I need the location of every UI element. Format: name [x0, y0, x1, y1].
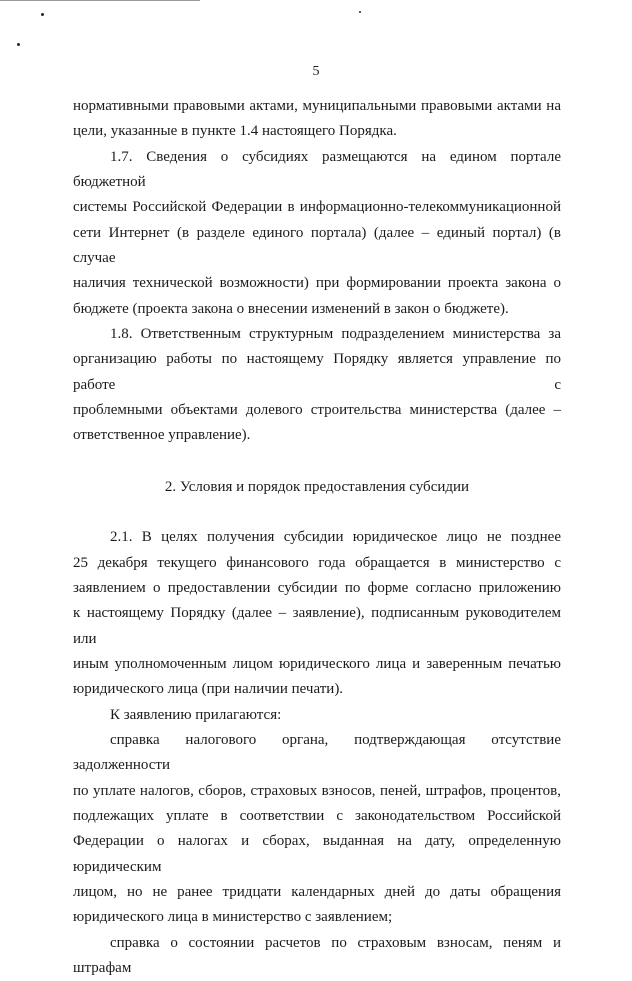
text-line: лицом, но не ранее тридцати календарных дней до даты обращения	[73, 883, 561, 900]
paragraph	[73, 145, 561, 322]
text-line: 25 декабря текущего финансового года обращается в министерство с	[73, 554, 561, 571]
text-line: наличия технической возможности) при формировании проекта закона о	[73, 275, 561, 292]
page-number: 5	[312, 64, 320, 79]
text-line: К заявлению прилагаются:	[110, 706, 282, 723]
paragraph	[73, 525, 561, 702]
text-line: справка налогового органа, подтверждающая отсутствие задолженности	[73, 731, 561, 774]
scan-speck	[359, 11, 361, 13]
text-line: заявлением о предоставлении субсидии по форме согласно приложению	[73, 579, 561, 596]
paragraph	[73, 728, 561, 931]
text-line: к настоящему Порядку (далее – заявление), подписанным руководителем или	[73, 605, 561, 647]
paragraph	[73, 931, 561, 981]
text-line: ответственное управление).	[73, 427, 251, 444]
scan-speck	[41, 13, 44, 16]
paragraph	[73, 322, 561, 449]
text-line: бюджете (проекта закона о внесении изменений в закон о бюджете).	[73, 300, 509, 317]
text-line: нормативными правовыми актами, муниципальными правовыми актами на	[73, 98, 561, 114]
text-line: юридического лица в министерство с заявлением;	[73, 909, 393, 926]
text-line: сети Интернет (в разделе единого портала) (далее – единый портал) (в случае	[73, 224, 561, 267]
paragraph	[73, 94, 561, 145]
text-line: цели, указанные в пункте 1.4 настоящего Порядка.	[73, 123, 397, 140]
text-line: справка о состоянии расчетов по страховым взносам, пеням и штрафам	[73, 934, 561, 976]
scan-speck	[17, 43, 20, 46]
text-line: иным уполномоченным лицом юридического лица и заверенным печатью	[73, 655, 561, 672]
text-line: системы Российской Федерации в информационно-телекоммуникационной	[73, 199, 561, 216]
text-line: юридического лица (при наличии печати).	[73, 681, 344, 698]
document-page	[73, 94, 561, 981]
text-line: организацию работы по настоящему Порядку является управление по работе с	[73, 351, 561, 393]
text-line: подлежащих уплате в соответствии с законодательством Российской	[73, 807, 561, 824]
text-line: по уплате налогов, сборов, страховых взносов, пеней, штрафов, процентов,	[73, 782, 561, 799]
text-line: 2.1. В целях получения субсидии юридическое лицо не позднее	[110, 529, 561, 546]
text-line: 1.7. Сведения о субсидиях размещаются на едином портале бюджетной	[73, 148, 561, 191]
text-line: проблемными объектами долевого строительства министерства (далее –	[73, 402, 561, 419]
paragraph	[73, 703, 561, 728]
scan-artifact-line	[0, 0, 200, 1]
text-line: Федерации о налогах и сборах, выданная на дату, определенную юридическим	[73, 833, 561, 875]
text-line: 1.8. Ответственным структурным подразделением министерства за	[110, 326, 561, 343]
section-heading: 2. Условия и порядок предоставления субсидии	[164, 478, 470, 495]
